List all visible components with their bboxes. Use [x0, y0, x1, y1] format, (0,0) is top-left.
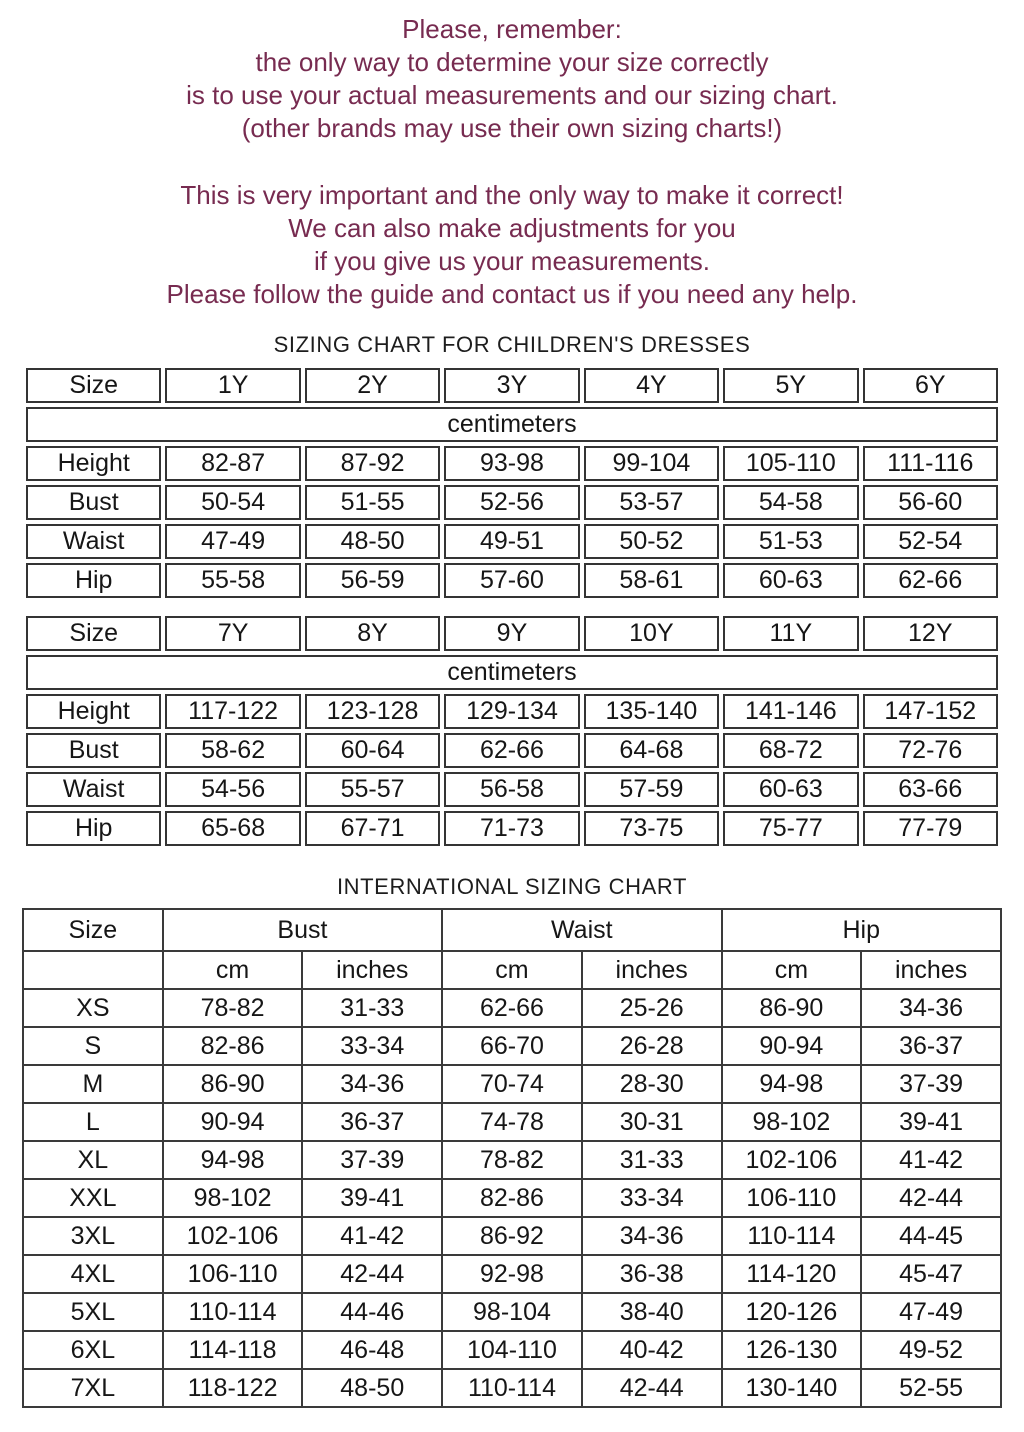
measurement-value-cell: 147-152: [863, 694, 998, 729]
measurement-label-cell: Height: [26, 694, 161, 729]
measurement-value-cell: 51-53: [723, 524, 858, 559]
size-row-l: [23, 1103, 1001, 1141]
size-value-cell: 106-110: [722, 1179, 862, 1217]
measurement-row-bust: [26, 733, 998, 768]
measurement-value-cell: 56-58: [444, 772, 579, 807]
measurement-value-cell: 50-54: [165, 485, 300, 520]
size-row-6xl: [23, 1331, 1001, 1369]
children-sizing-table-2: [22, 612, 1002, 850]
measurement-label-cell: Hip: [26, 563, 161, 598]
measurement-value-cell: 55-58: [165, 563, 300, 598]
measurement-label-cell: Hip: [26, 811, 161, 846]
measurement-row-height: [26, 446, 998, 481]
empty-corner-cell: [23, 951, 163, 989]
size-name-cell: S: [23, 1027, 163, 1065]
group-header-row: [23, 909, 1001, 951]
measurement-value-cell: 48-50: [305, 524, 440, 559]
size-value-cell: 34-36: [582, 1217, 722, 1255]
unit-row: [26, 407, 998, 442]
measurement-value-cell: 135-140: [584, 694, 719, 729]
size-value-cell: 106-110: [163, 1255, 303, 1293]
size-label-cell: Size: [26, 616, 161, 651]
size-header-cell: 3Y: [444, 368, 579, 403]
size-value-cell: 36-37: [302, 1103, 442, 1141]
size-name-cell: 4XL: [23, 1255, 163, 1293]
size-header-cell: 5Y: [723, 368, 858, 403]
size-value-cell: 82-86: [442, 1179, 582, 1217]
unit-header-cell: cm: [442, 951, 582, 989]
size-value-cell: 110-114: [163, 1293, 303, 1331]
group-header-cell-waist: Waist: [442, 909, 721, 951]
size-name-cell: XS: [23, 989, 163, 1027]
size-header-cell: 8Y: [305, 616, 440, 651]
measurement-row-waist: [26, 524, 998, 559]
intro-text-block: [0, 0, 1024, 311]
size-header-cell: 9Y: [444, 616, 579, 651]
size-value-cell: 104-110: [442, 1331, 582, 1369]
measurement-value-cell: 111-116: [863, 446, 998, 481]
unit-header-cell: inches: [302, 951, 442, 989]
size-value-cell: 78-82: [442, 1141, 582, 1179]
measurement-value-cell: 53-57: [584, 485, 719, 520]
size-value-cell: 47-49: [861, 1293, 1001, 1331]
size-value-cell: 74-78: [442, 1103, 582, 1141]
size-header-cell: 1Y: [165, 368, 300, 403]
size-name-cell: 6XL: [23, 1331, 163, 1369]
measurement-row-hip: [26, 563, 998, 598]
measurement-value-cell: 141-146: [723, 694, 858, 729]
intro-paragraph-2: [0, 179, 1024, 311]
children-chart-title: SIZING CHART FOR CHILDREN'S DRESSES: [273, 332, 751, 357]
measurement-value-cell: 58-61: [584, 563, 719, 598]
intro-line: Please, remember:: [402, 14, 622, 44]
size-row-7xl: [23, 1369, 1001, 1407]
measurement-value-cell: 99-104: [584, 446, 719, 481]
size-value-cell: 120-126: [722, 1293, 862, 1331]
measurement-value-cell: 105-110: [723, 446, 858, 481]
measurement-value-cell: 52-54: [863, 524, 998, 559]
unit-header-cell: cm: [163, 951, 303, 989]
intro-line: We can also make adjustments for you: [288, 213, 736, 243]
measurement-row-waist: [26, 772, 998, 807]
measurement-value-cell: 93-98: [444, 446, 579, 481]
size-row-3xl: [23, 1217, 1001, 1255]
size-value-cell: 37-39: [302, 1141, 442, 1179]
size-header-row: [26, 368, 998, 403]
measurement-value-cell: 60-63: [723, 563, 858, 598]
size-value-cell: 44-45: [861, 1217, 1001, 1255]
intro-line: is to use your actual measurements and our sizing chart.: [186, 80, 838, 110]
measurement-row-height: [26, 694, 998, 729]
measurement-value-cell: 49-51: [444, 524, 579, 559]
size-value-cell: 31-33: [582, 1141, 722, 1179]
measurement-value-cell: 55-57: [305, 772, 440, 807]
size-name-cell: 5XL: [23, 1293, 163, 1331]
size-value-cell: 33-34: [302, 1027, 442, 1065]
measurement-row-hip: [26, 811, 998, 846]
measurement-label-cell: Waist: [26, 772, 161, 807]
measurement-value-cell: 82-87: [165, 446, 300, 481]
measurement-value-cell: 56-60: [863, 485, 998, 520]
size-value-cell: 92-98: [442, 1255, 582, 1293]
size-value-cell: 39-41: [302, 1179, 442, 1217]
size-value-cell: 44-46: [302, 1293, 442, 1331]
size-row-4xl: [23, 1255, 1001, 1293]
size-row-xxl: [23, 1179, 1001, 1217]
measurement-label-cell: Bust: [26, 485, 161, 520]
size-value-cell: 41-42: [861, 1141, 1001, 1179]
size-row-5xl: [23, 1293, 1001, 1331]
size-value-cell: 52-55: [861, 1369, 1001, 1407]
measurement-value-cell: 63-66: [863, 772, 998, 807]
unit-label-cell: centimeters: [26, 407, 998, 442]
unit-label-cell: centimeters: [26, 655, 998, 690]
intro-line: if you give us your measurements.: [314, 246, 710, 276]
size-value-cell: 70-74: [442, 1065, 582, 1103]
measurement-value-cell: 54-58: [723, 485, 858, 520]
size-value-cell: 30-31: [582, 1103, 722, 1141]
size-value-cell: 26-28: [582, 1027, 722, 1065]
intro-paragraph-1: [0, 13, 1024, 145]
size-label-cell: Size: [26, 368, 161, 403]
measurement-value-cell: 58-62: [165, 733, 300, 768]
size-value-cell: 42-44: [582, 1369, 722, 1407]
measurement-value-cell: 62-66: [863, 563, 998, 598]
measurement-value-cell: 62-66: [444, 733, 579, 768]
size-row-s: [23, 1027, 1001, 1065]
measurement-value-cell: 57-59: [584, 772, 719, 807]
size-value-cell: 31-33: [302, 989, 442, 1027]
size-value-cell: 42-44: [302, 1255, 442, 1293]
size-value-cell: 126-130: [722, 1331, 862, 1369]
size-value-cell: 94-98: [163, 1141, 303, 1179]
unit-row: [26, 655, 998, 690]
size-value-cell: 98-102: [163, 1179, 303, 1217]
group-header-cell-bust: Bust: [163, 909, 442, 951]
size-row-m: [23, 1065, 1001, 1103]
measurement-value-cell: 54-56: [165, 772, 300, 807]
measurement-label-cell: Height: [26, 446, 161, 481]
unit-header-cell: inches: [861, 951, 1001, 989]
size-value-cell: 41-42: [302, 1217, 442, 1255]
group-header-cell-hip: Hip: [722, 909, 1001, 951]
size-value-cell: 90-94: [722, 1027, 862, 1065]
size-value-cell: 130-140: [722, 1369, 862, 1407]
size-name-cell: 3XL: [23, 1217, 163, 1255]
size-value-cell: 118-122: [163, 1369, 303, 1407]
size-value-cell: 49-52: [861, 1331, 1001, 1369]
size-name-cell: M: [23, 1065, 163, 1103]
size-value-cell: 45-47: [861, 1255, 1001, 1293]
size-header-cell: 6Y: [863, 368, 998, 403]
measurement-value-cell: 47-49: [165, 524, 300, 559]
measurement-value-cell: 71-73: [444, 811, 579, 846]
unit-header-cell: cm: [722, 951, 862, 989]
size-header-cell: 10Y: [584, 616, 719, 651]
measurement-value-cell: 64-68: [584, 733, 719, 768]
measurement-value-cell: 50-52: [584, 524, 719, 559]
size-name-cell: 7XL: [23, 1369, 163, 1407]
size-value-cell: 110-114: [442, 1369, 582, 1407]
size-label-cell: Size: [23, 909, 163, 951]
size-value-cell: 40-42: [582, 1331, 722, 1369]
size-value-cell: 98-102: [722, 1103, 862, 1141]
measurement-value-cell: 67-71: [305, 811, 440, 846]
size-value-cell: 102-106: [722, 1141, 862, 1179]
size-value-cell: 36-37: [861, 1027, 1001, 1065]
measurement-value-cell: 51-55: [305, 485, 440, 520]
size-row-xl: [23, 1141, 1001, 1179]
measurement-value-cell: 56-59: [305, 563, 440, 598]
intro-line: (other brands may use their own sizing charts!): [241, 113, 783, 143]
size-value-cell: 114-120: [722, 1255, 862, 1293]
size-value-cell: 34-36: [861, 989, 1001, 1027]
size-value-cell: 42-44: [861, 1179, 1001, 1217]
size-value-cell: 78-82: [163, 989, 303, 1027]
size-value-cell: 62-66: [442, 989, 582, 1027]
intro-line: This is very important and the only way to make it correct!: [180, 180, 844, 210]
size-value-cell: 34-36: [302, 1065, 442, 1103]
size-value-cell: 36-38: [582, 1255, 722, 1293]
size-value-cell: 38-40: [582, 1293, 722, 1331]
size-header-cell: 12Y: [863, 616, 998, 651]
measurement-value-cell: 60-64: [305, 733, 440, 768]
size-value-cell: 86-90: [722, 989, 862, 1027]
size-value-cell: 86-92: [442, 1217, 582, 1255]
size-header-cell: 11Y: [723, 616, 858, 651]
measurement-row-bust: [26, 485, 998, 520]
size-header-cell: 7Y: [165, 616, 300, 651]
size-value-cell: 25-26: [582, 989, 722, 1027]
size-name-cell: L: [23, 1103, 163, 1141]
measurement-value-cell: 60-63: [723, 772, 858, 807]
measurement-value-cell: 123-128: [305, 694, 440, 729]
size-header-row: [26, 616, 998, 651]
size-value-cell: 94-98: [722, 1065, 862, 1103]
size-row-xs: [23, 989, 1001, 1027]
size-value-cell: 98-104: [442, 1293, 582, 1331]
intro-line: Please follow the guide and contact us if you need any help.: [166, 279, 858, 309]
measurement-value-cell: 129-134: [444, 694, 579, 729]
international-sizing-table: [22, 908, 1002, 1408]
measurement-value-cell: 73-75: [584, 811, 719, 846]
measurement-value-cell: 77-79: [863, 811, 998, 846]
unit-header-row: [23, 951, 1001, 989]
measurement-value-cell: 52-56: [444, 485, 579, 520]
unit-header-cell: inches: [582, 951, 722, 989]
measurement-value-cell: 72-76: [863, 733, 998, 768]
size-header-cell: 4Y: [584, 368, 719, 403]
size-name-cell: XXL: [23, 1179, 163, 1217]
size-value-cell: 102-106: [163, 1217, 303, 1255]
measurement-value-cell: 57-60: [444, 563, 579, 598]
size-value-cell: 39-41: [861, 1103, 1001, 1141]
international-chart-title: INTERNATIONAL SIZING CHART: [336, 874, 688, 899]
size-value-cell: 37-39: [861, 1065, 1001, 1103]
size-value-cell: 90-94: [163, 1103, 303, 1141]
size-value-cell: 114-118: [163, 1331, 303, 1369]
measurement-label-cell: Bust: [26, 733, 161, 768]
size-value-cell: 82-86: [163, 1027, 303, 1065]
size-name-cell: XL: [23, 1141, 163, 1179]
size-value-cell: 33-34: [582, 1179, 722, 1217]
measurement-value-cell: 87-92: [305, 446, 440, 481]
children-sizing-table-1: [22, 364, 1002, 602]
size-value-cell: 86-90: [163, 1065, 303, 1103]
size-value-cell: 46-48: [302, 1331, 442, 1369]
size-value-cell: 110-114: [722, 1217, 862, 1255]
size-value-cell: 48-50: [302, 1369, 442, 1407]
measurement-value-cell: 65-68: [165, 811, 300, 846]
size-header-cell: 2Y: [305, 368, 440, 403]
intro-line: the only way to determine your size correctly: [255, 47, 769, 77]
measurement-label-cell: Waist: [26, 524, 161, 559]
measurement-value-cell: 68-72: [723, 733, 858, 768]
measurement-value-cell: 117-122: [165, 694, 300, 729]
measurement-value-cell: 75-77: [723, 811, 858, 846]
size-value-cell: 28-30: [582, 1065, 722, 1103]
size-value-cell: 66-70: [442, 1027, 582, 1065]
